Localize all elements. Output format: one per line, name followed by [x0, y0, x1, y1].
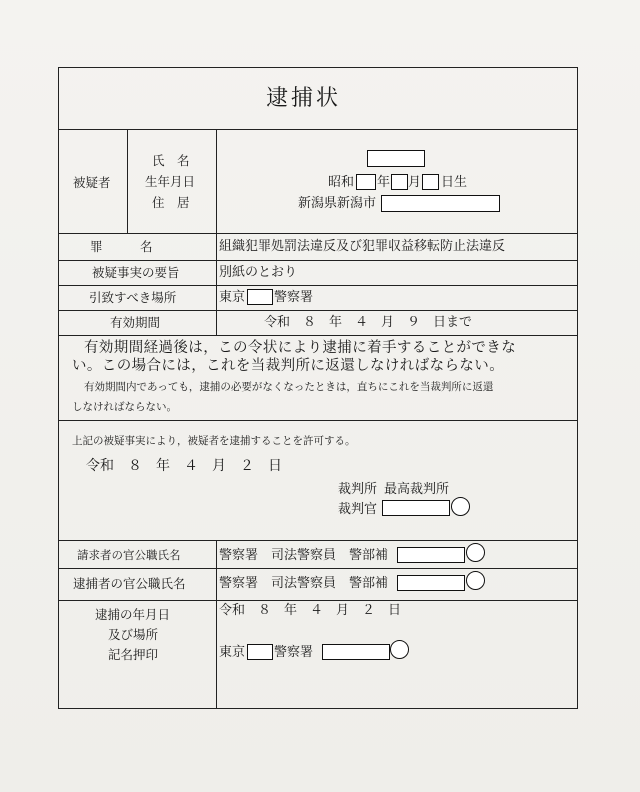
- rule-under-permission: [58, 540, 578, 541]
- court-name: 最高裁判所: [384, 482, 450, 497]
- validity-value: 令和 ８ 年 ４ 月 ９ 日まで: [264, 315, 473, 330]
- crime-value: 組織犯罪処罰法違反及び犯罪収益移転防止法違反: [219, 239, 506, 254]
- judge-seal-circle: [451, 497, 470, 516]
- rule-under-requester: [58, 568, 578, 569]
- rule-under-title: [58, 129, 578, 130]
- custody-place-prefix: 東京: [219, 290, 246, 305]
- redacted-arrester-signature: [322, 644, 390, 660]
- arrest-place-label: 及び場所: [108, 627, 159, 642]
- redacted-suspect-name: [367, 150, 425, 167]
- suspect-section-label: 被疑者: [73, 175, 111, 190]
- rule-under-validity: [58, 335, 578, 336]
- judge-label: 裁判官: [338, 502, 378, 517]
- rule-label-column-top: [216, 129, 217, 335]
- redacted-dob-month: [391, 174, 408, 190]
- notice-line-1: 有効期間経過後は，この令状により逮捕に着手することができな: [84, 340, 517, 356]
- arrest-date-value: 令和 ８ 年 ４ 月 ２ 日: [219, 603, 402, 618]
- rule-under-facts: [58, 285, 578, 286]
- notice-line-4: しなければならない。: [72, 401, 177, 413]
- dob-day-suffix: 日生: [441, 175, 468, 190]
- rule-label-column-bottom: [216, 540, 217, 709]
- dob-year-suffix: 年: [377, 175, 391, 190]
- requester-label: 請求者の官公職氏名: [77, 548, 181, 562]
- redacted-dob-year: [356, 174, 376, 190]
- address-label: 住 居: [152, 195, 190, 210]
- rule-under-notice: [58, 420, 578, 421]
- arrester-label: 逮捕者の官公職氏名: [73, 576, 186, 591]
- redacted-arrester-name: [397, 575, 465, 591]
- notice-line-3: 有効期間内であっても，逮捕の必要がなくなったときは，直ちにこれを当裁判所に返還: [84, 381, 494, 393]
- arrester-seal-circle: [466, 571, 485, 590]
- permission-date: 令和 ８ 年 ４ 月 ２ 日: [86, 458, 282, 474]
- arrest-place-prefix: 東京: [219, 645, 246, 660]
- requester-seal-circle: [466, 543, 485, 562]
- address-prefix: 新潟県新潟市: [298, 196, 377, 211]
- arrest-record-seal-circle: [390, 640, 409, 659]
- redacted-address: [381, 195, 500, 212]
- dob-label: 生年月日: [145, 174, 196, 189]
- redacted-custody-station: [247, 289, 273, 305]
- arrest-place-suffix: 警察署: [274, 645, 314, 660]
- rule-suspect-left: [127, 129, 128, 233]
- arrest-date-label: 逮捕の年月日: [95, 607, 171, 622]
- requester-value: 警察署 司法警察員 警部補: [219, 548, 389, 563]
- custody-place-label: 引致すべき場所: [89, 290, 177, 305]
- notice-line-2: い。この場合には，これを当裁判所に返還しなければならない。: [72, 358, 505, 374]
- arrest-seal-label: 記名押印: [108, 647, 159, 662]
- crime-label: 罪 名: [90, 239, 153, 254]
- permission-text: 上記の被疑事実により，被疑者を逮捕することを許可する。: [72, 435, 356, 447]
- redacted-requester-name: [397, 547, 465, 563]
- court-label: 裁判所: [338, 482, 378, 497]
- name-label: 氏 名: [152, 153, 190, 168]
- rule-under-suspect: [58, 233, 578, 234]
- facts-label: 被疑事実の要旨: [92, 265, 180, 280]
- dob-month-suffix: 月: [408, 175, 422, 190]
- redacted-judge-name: [382, 500, 450, 516]
- dob-era: 昭和: [328, 175, 355, 190]
- redacted-dob-day: [422, 174, 439, 190]
- facts-value: 別紙のとおり: [219, 265, 298, 280]
- warrant-title: 逮捕状: [266, 86, 342, 111]
- redacted-arrest-station: [247, 644, 273, 660]
- rule-under-arrester: [58, 600, 578, 601]
- validity-label: 有効期間: [110, 315, 161, 330]
- arrester-value: 警察署 司法警察員 警部補: [219, 576, 389, 591]
- rule-under-custody: [58, 310, 578, 311]
- custody-place-suffix: 警察署: [274, 290, 314, 305]
- rule-under-crime: [58, 260, 578, 261]
